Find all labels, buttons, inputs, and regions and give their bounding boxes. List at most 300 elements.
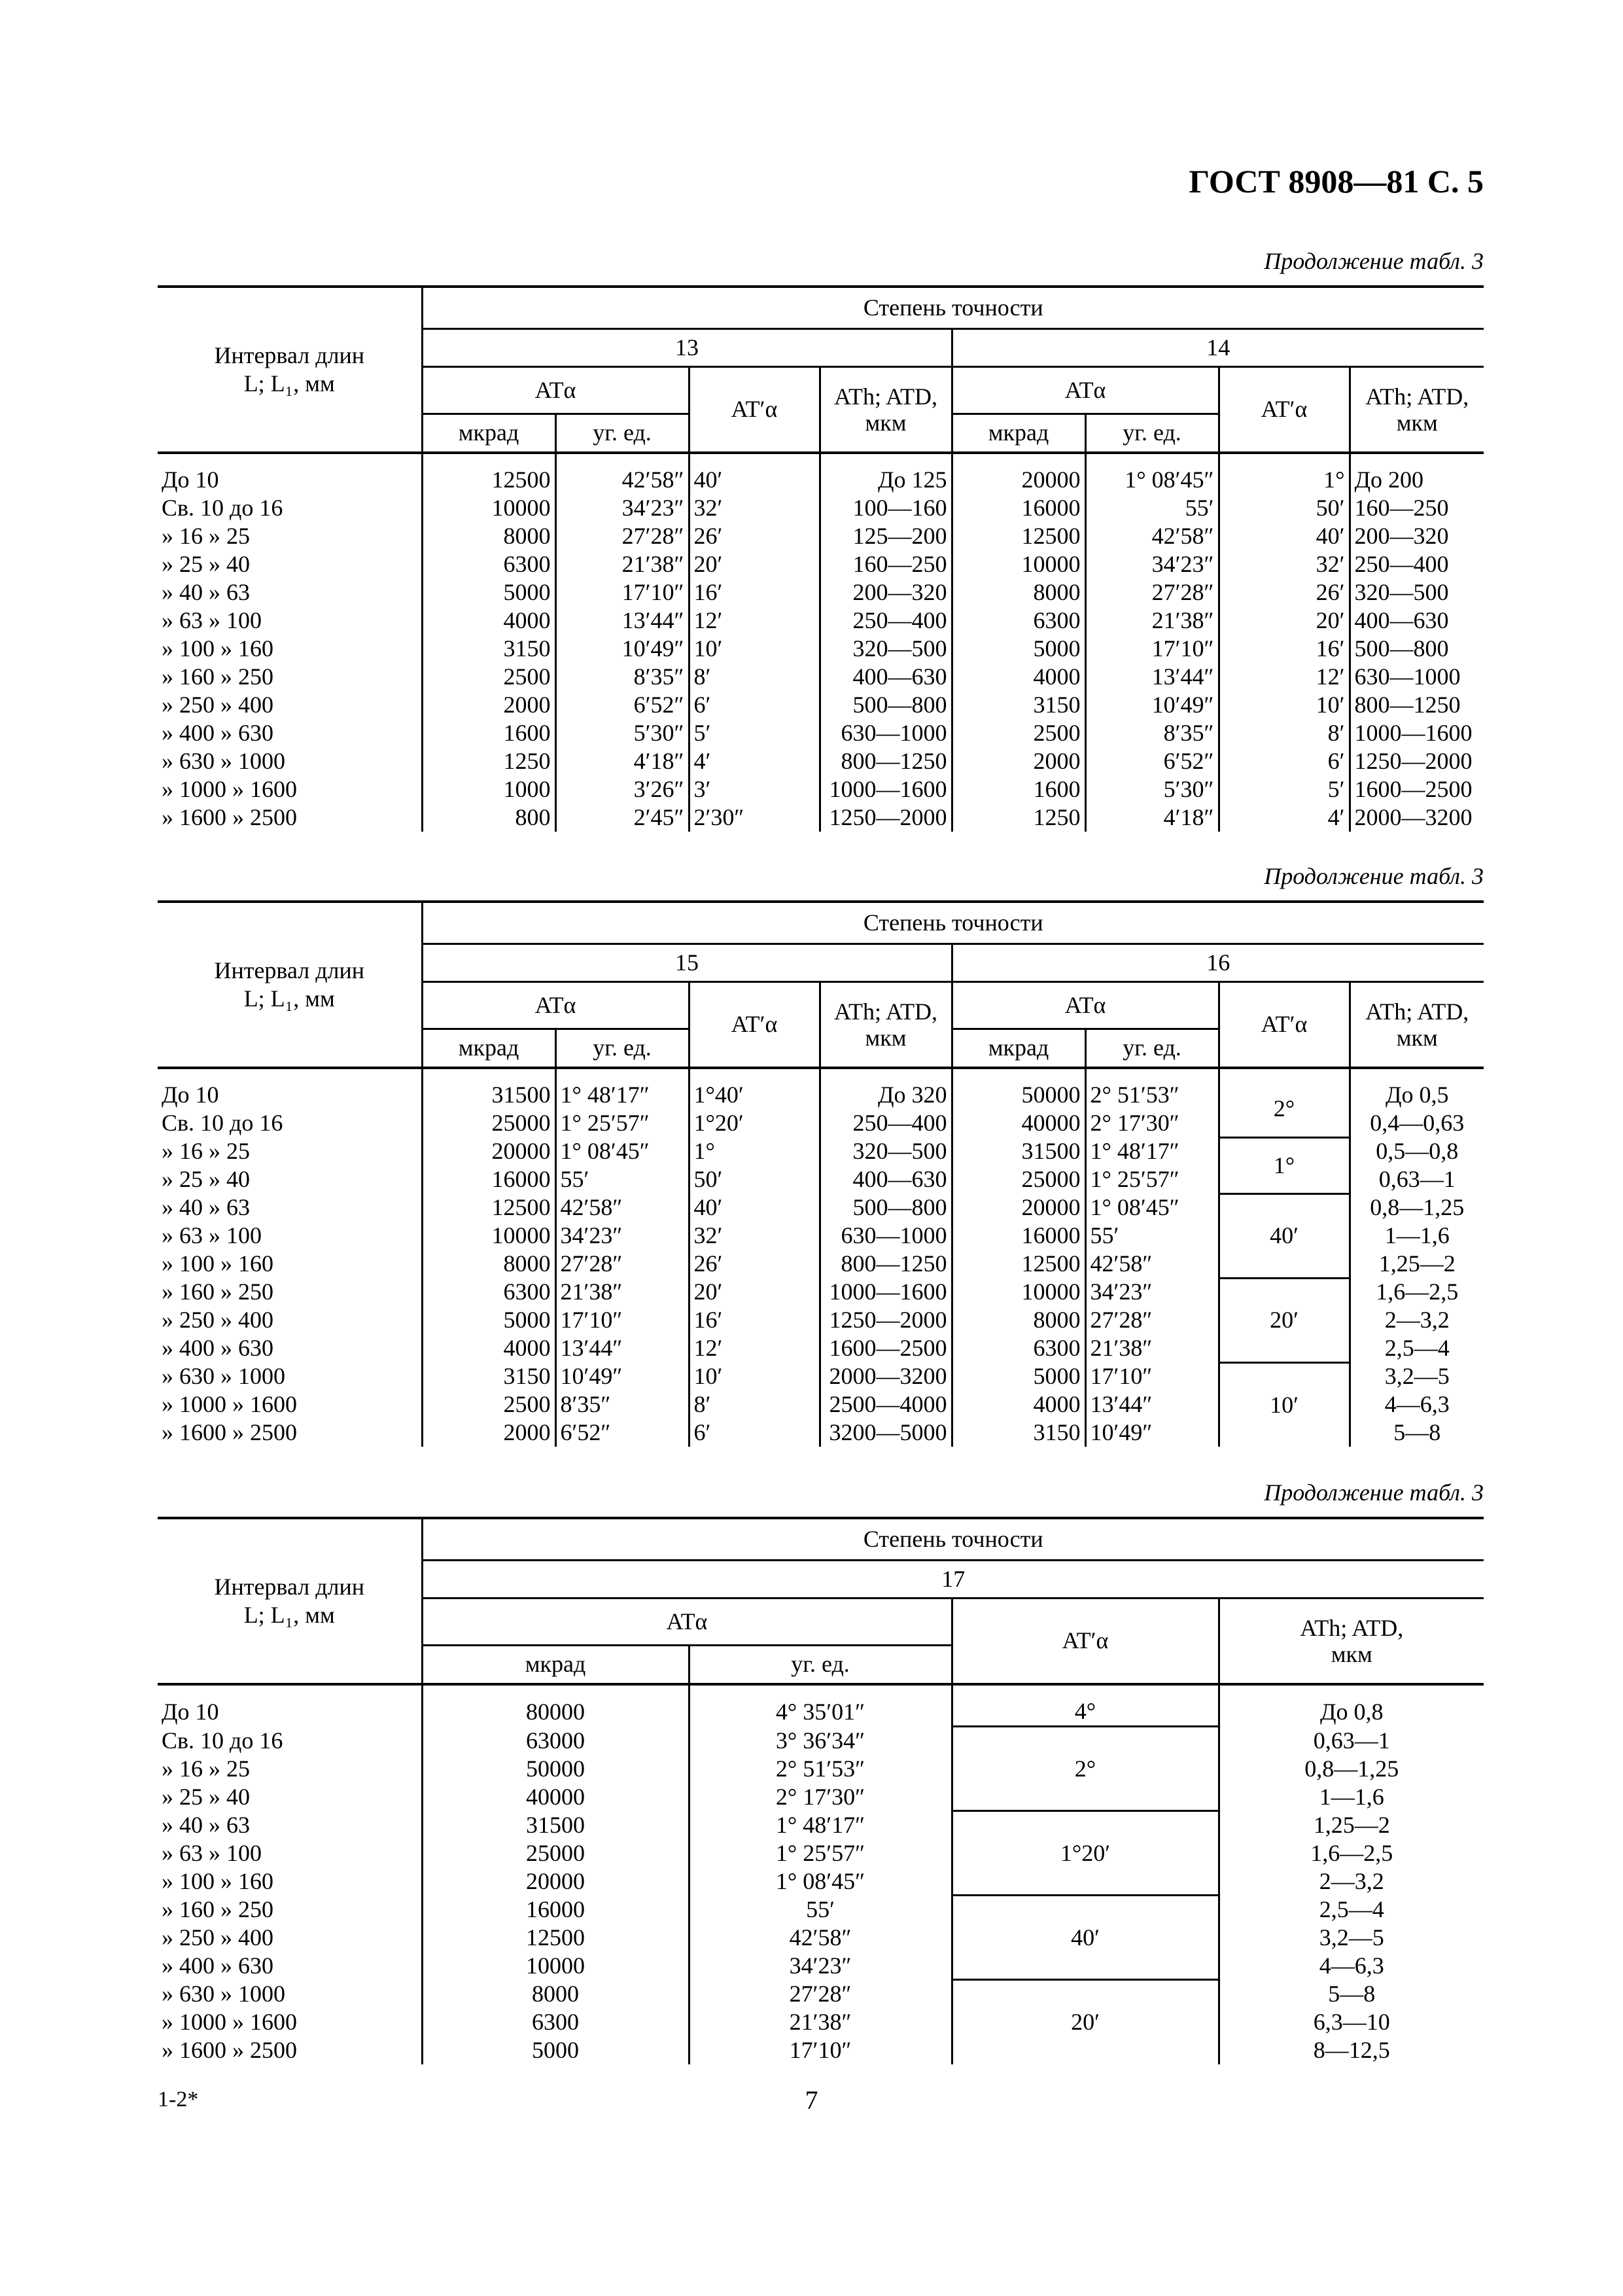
- at-alpha-header-b: ATα: [952, 366, 1219, 414]
- table-cell: 8000: [422, 1980, 689, 2008]
- table-row: [158, 1896, 1484, 1924]
- table-cell: 40′: [1219, 522, 1350, 550]
- at-alpha-prime-header: AT′α: [689, 366, 820, 453]
- table-row: [158, 1278, 1484, 1306]
- table-cell: 21′38″: [1085, 607, 1219, 635]
- table-cell: 16000: [422, 1896, 689, 1924]
- table-cell: 10000: [422, 494, 555, 522]
- interval-header: Интервал длин L; L₁, мм: [158, 287, 422, 453]
- table-cell: 34′23″: [555, 1222, 689, 1250]
- table-row: [158, 1783, 1484, 1811]
- table-cell: 40000: [422, 1783, 689, 1811]
- table-row: [158, 1362, 1484, 1390]
- table-cell: 4000: [422, 607, 555, 635]
- grade-14-header: 14: [952, 328, 1484, 366]
- table-cell: 250—400: [820, 607, 952, 635]
- table-cell: 6′: [689, 691, 820, 719]
- table-cell: 12500: [422, 1924, 689, 1952]
- interval-cell: » 630 » 1000: [162, 1363, 285, 1389]
- table-cell: 4′: [689, 747, 820, 775]
- interval-cell: » 100 » 160: [162, 1867, 273, 1894]
- table-cell: 1000: [422, 775, 555, 804]
- interval-cell: » 25 » 40: [162, 1783, 250, 1810]
- at-alpha-prime-group: 4°: [952, 1684, 1219, 1727]
- table-row: [158, 1684, 1484, 1727]
- interval-cell: » 630 » 1000: [162, 748, 285, 774]
- table-cell: 160—250: [820, 550, 952, 578]
- table-cell: 50′: [1219, 494, 1350, 522]
- table-cell: 26′: [689, 1250, 820, 1278]
- table-row: [158, 635, 1484, 663]
- interval-cell: » 1600 » 2500: [162, 804, 297, 830]
- continuation-label-3: Продолжение табл. 3: [1264, 1479, 1484, 1506]
- table-row: [158, 1137, 1484, 1165]
- table-cell: 3150: [422, 1362, 555, 1390]
- interval-header: Интервал длин L; L₁, мм: [158, 902, 422, 1068]
- table-cell: 25000: [422, 1839, 689, 1867]
- at-alpha-header: ATα: [422, 366, 689, 414]
- table-cell: 16′: [1219, 635, 1350, 663]
- table-cell: 1600—2500: [820, 1334, 952, 1362]
- ug-ed-header-b: уг. ед.: [1085, 1029, 1219, 1068]
- table-cell: 42′58″: [1085, 522, 1219, 550]
- table-cell: 1—1,6: [1219, 1783, 1484, 1811]
- table-cell: 320—500: [820, 1137, 952, 1165]
- table-cell: 42′58″: [555, 453, 689, 494]
- table-cell: 1250—2000: [820, 1306, 952, 1334]
- at-hd-header: ATh; ATD, мкм: [820, 366, 952, 453]
- table-row: [158, 1193, 1484, 1222]
- table-cell: 20′: [689, 1278, 820, 1306]
- table-cell: 8000: [952, 1306, 1085, 1334]
- table-cell: 6′52″: [1085, 747, 1219, 775]
- table-cell: 20′: [1219, 607, 1350, 635]
- table-cell: 27′28″: [555, 522, 689, 550]
- interval-cell: » 16 » 25: [162, 1755, 250, 1782]
- table-cell: 100—160: [820, 494, 952, 522]
- mkrad-header: мкрад: [422, 1029, 555, 1068]
- grade-16-header: 16: [952, 944, 1484, 981]
- table-row: [158, 453, 1484, 494]
- table-cell: 2° 17′30″: [689, 1783, 952, 1811]
- table-cell: 21′38″: [555, 550, 689, 578]
- table-cell: 400—630: [820, 663, 952, 691]
- table-row: [158, 1068, 1484, 1109]
- table-cell: 34′23″: [1085, 550, 1219, 578]
- table-row: [158, 747, 1484, 775]
- table-cell: 31500: [422, 1811, 689, 1839]
- table-cell: 250—400: [820, 1109, 952, 1137]
- continuation-label-2: Продолжение табл. 3: [1264, 863, 1484, 889]
- table-cell: До 0,5: [1350, 1068, 1484, 1109]
- table-cell: 12500: [422, 453, 555, 494]
- grade-15-header: 15: [422, 944, 952, 981]
- table-cell: 50′: [689, 1165, 820, 1193]
- interval-cell: » 630 » 1000: [162, 1980, 285, 2007]
- interval-cell: » 1000 » 1600: [162, 776, 297, 802]
- table-cell: 1000—1600: [820, 775, 952, 804]
- ug-ed-header: уг. ед.: [555, 1029, 689, 1068]
- table-cell: 12500: [422, 1193, 555, 1222]
- table-cell: 13′44″: [1085, 663, 1219, 691]
- interval-cell: До 10: [162, 1698, 219, 1725]
- at-alpha-prime-group: 1°: [1219, 1137, 1350, 1193]
- table-cell: 4′18″: [1085, 804, 1219, 832]
- table-row: [158, 775, 1484, 804]
- table-cell: 6300: [952, 607, 1085, 635]
- table-cell: 20000: [952, 1193, 1085, 1222]
- table-row: [158, 494, 1484, 522]
- table-cell: 40′: [689, 453, 820, 494]
- table-cell: 63000: [422, 1727, 689, 1755]
- table-cell: 5000: [422, 1306, 555, 1334]
- table-cell: 16′: [689, 1306, 820, 1334]
- table-cell: 17′10″: [689, 2036, 952, 2064]
- table-cell: 3,2—5: [1350, 1362, 1484, 1390]
- table-cell: 34′23″: [555, 494, 689, 522]
- table-cell: 5—8: [1219, 1980, 1484, 2008]
- table-cell: 1° 08′45″: [1085, 453, 1219, 494]
- table-cell: 2° 17′30″: [1085, 1109, 1219, 1137]
- table-cell: 0,63—1: [1350, 1165, 1484, 1193]
- table-cell: 2′45″: [555, 804, 689, 832]
- table-cell: 1600: [422, 719, 555, 747]
- table-cell: 5—8: [1350, 1419, 1484, 1447]
- at-alpha-prime-group: 40′: [952, 1896, 1219, 1980]
- table-cell: 8′35″: [555, 663, 689, 691]
- table-cell: 13′44″: [1085, 1390, 1219, 1419]
- table-cell: 2,5—4: [1219, 1896, 1484, 1924]
- table-cell: 32′: [689, 494, 820, 522]
- table-cell: 27′28″: [689, 1980, 952, 2008]
- interval-cell: До 10: [162, 1082, 219, 1108]
- grade-13-header: 13: [422, 328, 952, 366]
- table-row: [158, 1811, 1484, 1839]
- table-cell: 1000—1600: [1350, 719, 1484, 747]
- table-cell: 12′: [689, 1334, 820, 1362]
- table-cell: 1,6—2,5: [1219, 1839, 1484, 1867]
- table-cell: 5′: [1219, 775, 1350, 804]
- mkrad-header-b: мкрад: [952, 414, 1085, 453]
- table-cell: 200—320: [1350, 522, 1484, 550]
- page-number: 7: [805, 2085, 818, 2115]
- table-cell: 1250—2000: [820, 804, 952, 832]
- table-cell: 1°: [1219, 453, 1350, 494]
- table-cell: 26′: [1219, 578, 1350, 607]
- table-cell: 2500: [952, 719, 1085, 747]
- table-cell: 21′38″: [555, 1278, 689, 1306]
- degree-header: Степень точности: [422, 902, 1484, 944]
- at-alpha-prime-group: 1°20′: [952, 1811, 1219, 1896]
- interval-cell: » 160 » 250: [162, 1896, 273, 1922]
- interval-cell: » 63 » 100: [162, 607, 262, 633]
- table-cell: 55′: [1085, 1222, 1219, 1250]
- table-cell: 4° 35′01″: [689, 1684, 952, 1727]
- table-row: [158, 1727, 1484, 1755]
- table-cell: 55′: [555, 1165, 689, 1193]
- degree-header: Степень точности: [422, 287, 1484, 328]
- table-cell: 1°40′: [689, 1068, 820, 1109]
- table-row: [158, 1839, 1484, 1867]
- degree-header: Степень точности: [422, 1518, 1484, 1560]
- table-cell: 17′10″: [555, 578, 689, 607]
- table-cell: 10000: [952, 550, 1085, 578]
- table-cell: 630—1000: [1350, 663, 1484, 691]
- table-cell: 16000: [952, 494, 1085, 522]
- at-alpha-prime-group: 20′: [1219, 1278, 1350, 1362]
- table-row: [158, 719, 1484, 747]
- table-row: [158, 550, 1484, 578]
- interval-cell: » 40 » 63: [162, 579, 250, 605]
- table-cell: 4000: [952, 663, 1085, 691]
- table-cell: 40000: [952, 1109, 1085, 1137]
- table-cell: 8′: [689, 1390, 820, 1419]
- table-cell: 3,2—5: [1219, 1924, 1484, 1952]
- table-cell: 2500: [422, 663, 555, 691]
- at-alpha-prime-header: AT′α: [952, 1598, 1219, 1684]
- table-cell: 2—3,2: [1219, 1867, 1484, 1896]
- table-cell: 0,8—1,25: [1350, 1193, 1484, 1222]
- table-cell: 42′58″: [1085, 1250, 1219, 1278]
- table-cell: 400—630: [1350, 607, 1484, 635]
- table-cell: 1250: [422, 747, 555, 775]
- mkrad-header: мкрад: [422, 1645, 689, 1684]
- table-cell: 13′44″: [555, 1334, 689, 1362]
- interval-cell: » 400 » 630: [162, 720, 273, 746]
- table-cell: 34′23″: [1085, 1278, 1219, 1306]
- table-cell: 6300: [422, 550, 555, 578]
- ug-ed-header-b: уг. ед.: [1085, 414, 1219, 453]
- table-cell: 8000: [422, 522, 555, 550]
- table-cell: 2500: [422, 1390, 555, 1419]
- table-cell: 0,4—0,63: [1350, 1109, 1484, 1137]
- table-cell: 12500: [952, 522, 1085, 550]
- table-cell: 500—800: [1350, 635, 1484, 663]
- table-cell: 55′: [1085, 494, 1219, 522]
- at-alpha-header-b: ATα: [952, 981, 1219, 1029]
- table-cell: 2,5—4: [1350, 1334, 1484, 1362]
- table-body: [158, 1684, 1484, 2064]
- mkrad-header: мкрад: [422, 414, 555, 453]
- table-cell: 10′49″: [1085, 1419, 1219, 1447]
- table-cell: 12′: [1219, 663, 1350, 691]
- table-cell: 27′28″: [1085, 1306, 1219, 1334]
- table-cell: 320—500: [1350, 578, 1484, 607]
- interval-cell: » 100 » 160: [162, 635, 273, 662]
- at-hd-header-b: ATh; ATD, мкм: [1350, 366, 1484, 453]
- table-cell: 4′: [1219, 804, 1350, 832]
- table-cell: 5′30″: [555, 719, 689, 747]
- table-cell: До 125: [820, 453, 952, 494]
- table-cell: 6300: [422, 1278, 555, 1306]
- table-cell: 5000: [422, 2036, 689, 2064]
- interval-cell: » 25 » 40: [162, 1166, 250, 1192]
- table-cell: 13′44″: [555, 607, 689, 635]
- table-cell: 800—1250: [820, 747, 952, 775]
- interval-cell: » 1000 » 1600: [162, 1391, 297, 1417]
- table-cell: 4000: [422, 1334, 555, 1362]
- interval-cell: » 100 » 160: [162, 1250, 273, 1277]
- table-row: [158, 522, 1484, 550]
- table-cell: 8′35″: [555, 1390, 689, 1419]
- table-cell: До 320: [820, 1068, 952, 1109]
- table-cell: 2500—4000: [820, 1390, 952, 1419]
- table-cell: 4—6,3: [1219, 1952, 1484, 1980]
- table-cell: 10′: [689, 1362, 820, 1390]
- table-cell: 2000: [952, 747, 1085, 775]
- table-cell: 21′38″: [689, 2008, 952, 2036]
- table-cell: 16000: [422, 1165, 555, 1193]
- table-cell: 3150: [952, 1419, 1085, 1447]
- table-cell: 800—1250: [1350, 691, 1484, 719]
- interval-cell: » 250 » 400: [162, 1307, 273, 1333]
- table-row: [158, 578, 1484, 607]
- table-cell: 500—800: [820, 691, 952, 719]
- table-cell: 2° 51′53″: [1085, 1068, 1219, 1109]
- table-cell: 5000: [952, 635, 1085, 663]
- table-cell: 1,6—2,5: [1350, 1278, 1484, 1306]
- table-cell: 1600: [952, 775, 1085, 804]
- table-grade-17: [158, 1517, 1484, 2064]
- table-cell: 630—1000: [820, 1222, 952, 1250]
- table-row: [158, 1952, 1484, 1980]
- table-row: [158, 1980, 1484, 2008]
- table-cell: 42′58″: [689, 1924, 952, 1952]
- table-cell: 3′26″: [555, 775, 689, 804]
- page-title: ГОСТ 8908—81 С. 5: [1189, 163, 1484, 200]
- table-cell: 6′52″: [555, 691, 689, 719]
- table-row: [158, 2036, 1484, 2064]
- table-cell: 31500: [422, 1068, 555, 1109]
- at-alpha-header: ATα: [422, 981, 689, 1029]
- table-cell: 32′: [1219, 550, 1350, 578]
- table-cell: 3° 36′34″: [689, 1727, 952, 1755]
- table-cell: 1250—2000: [1350, 747, 1484, 775]
- interval-cell: » 400 » 630: [162, 1335, 273, 1361]
- table-cell: 2′30″: [689, 804, 820, 832]
- table-cell: 27′28″: [555, 1250, 689, 1278]
- interval-cell: » 250 » 400: [162, 1924, 273, 1951]
- table-cell: 0,63—1: [1219, 1727, 1484, 1755]
- table-cell: 1—1,6: [1350, 1222, 1484, 1250]
- table-cell: 50000: [952, 1068, 1085, 1109]
- table-body: [158, 453, 1484, 832]
- at-alpha-prime-group: 40′: [1219, 1193, 1350, 1278]
- table-cell: 1°20′: [689, 1109, 820, 1137]
- table-row: [158, 2008, 1484, 2036]
- table-row: [158, 691, 1484, 719]
- table-cell: 10′49″: [555, 635, 689, 663]
- table-cell: 4—6,3: [1350, 1390, 1484, 1419]
- table-cell: 2—3,2: [1350, 1306, 1484, 1334]
- table-cell: 6′: [689, 1419, 820, 1447]
- interval-cell: Св. 10 до 16: [162, 495, 283, 521]
- table-cell: 3150: [952, 691, 1085, 719]
- table-cell: 16′: [689, 578, 820, 607]
- table-cell: 8′35″: [1085, 719, 1219, 747]
- table-cell: 200—320: [820, 578, 952, 607]
- interval-cell: » 40 » 63: [162, 1811, 250, 1838]
- table-cell: 55′: [689, 1896, 952, 1924]
- table-cell: 6,3—10: [1219, 2008, 1484, 2036]
- table-cell: 20′: [689, 550, 820, 578]
- table-cell: 10′: [689, 635, 820, 663]
- table-cell: 3150: [422, 635, 555, 663]
- table-cell: 1,25—2: [1350, 1250, 1484, 1278]
- table-cell: 6′: [1219, 747, 1350, 775]
- table-cell: 25000: [952, 1165, 1085, 1193]
- table-cell: 17′10″: [1085, 635, 1219, 663]
- at-alpha-prime-header: AT′α: [689, 981, 820, 1068]
- table-row: [158, 1924, 1484, 1952]
- table-cell: 10000: [952, 1278, 1085, 1306]
- table-row: [158, 607, 1484, 635]
- table-cell: 12′: [689, 607, 820, 635]
- table-cell: 20000: [422, 1867, 689, 1896]
- table-row: [158, 1755, 1484, 1783]
- table-cell: 32′: [689, 1222, 820, 1250]
- table-cell: 10′49″: [555, 1362, 689, 1390]
- interval-cell: » 16 » 25: [162, 523, 250, 549]
- grade-17-header: 17: [422, 1560, 1484, 1598]
- interval-cell: Св. 10 до 16: [162, 1727, 283, 1754]
- table-cell: 8′: [689, 663, 820, 691]
- table-cell: 4000: [952, 1390, 1085, 1419]
- table-body: [158, 1068, 1484, 1447]
- continuation-label-1: Продолжение табл. 3: [1264, 248, 1484, 274]
- table-cell: 17′10″: [1085, 1362, 1219, 1390]
- table-cell: 5′30″: [1085, 775, 1219, 804]
- table-cell: 25000: [422, 1109, 555, 1137]
- table-cell: 1° 08′45″: [555, 1137, 689, 1165]
- table-cell: 8′: [1219, 719, 1350, 747]
- table-cell: 500—800: [820, 1193, 952, 1222]
- table-cell: 8000: [952, 578, 1085, 607]
- interval-cell: » 63 » 100: [162, 1222, 262, 1248]
- table-cell: 0,8—1,25: [1219, 1755, 1484, 1783]
- at-hd-header-b: ATh; ATD, мкм: [1350, 981, 1484, 1068]
- table-cell: 1250: [952, 804, 1085, 832]
- table-cell: 250—400: [1350, 550, 1484, 578]
- at-alpha-prime-group: 2°: [1219, 1068, 1350, 1137]
- at-alpha-prime-group: 10′: [1219, 1362, 1350, 1447]
- table-cell: 42′58″: [555, 1193, 689, 1222]
- table-cell: 16000: [952, 1222, 1085, 1250]
- table-cell: 2000—3200: [820, 1362, 952, 1390]
- table-cell: 80000: [422, 1684, 689, 1727]
- table-cell: 0,5—0,8: [1350, 1137, 1484, 1165]
- table-cell: 27′28″: [1085, 578, 1219, 607]
- footer-sheet-mark: 1-2*: [158, 2087, 199, 2111]
- table-cell: 1° 48′17″: [555, 1068, 689, 1109]
- table-cell: 3′: [689, 775, 820, 804]
- table-cell: 1,25—2: [1219, 1811, 1484, 1839]
- interval-cell: » 250 » 400: [162, 692, 273, 718]
- table-cell: 10000: [422, 1952, 689, 1980]
- table-cell: 5000: [422, 578, 555, 607]
- at-alpha-header: ATα: [422, 1598, 952, 1645]
- table-cell: 4′18″: [555, 747, 689, 775]
- table-cell: 2° 51′53″: [689, 1755, 952, 1783]
- table-cell: 21′38″: [1085, 1334, 1219, 1362]
- table-cell: 1° 48′17″: [689, 1811, 952, 1839]
- table-cell: 125—200: [820, 522, 952, 550]
- table-cell: 1° 08′45″: [689, 1867, 952, 1896]
- table-row: [158, 663, 1484, 691]
- interval-cell: Св. 10 до 16: [162, 1110, 283, 1136]
- at-alpha-prime-header-b: AT′α: [1219, 981, 1350, 1068]
- table-cell: 12500: [952, 1250, 1085, 1278]
